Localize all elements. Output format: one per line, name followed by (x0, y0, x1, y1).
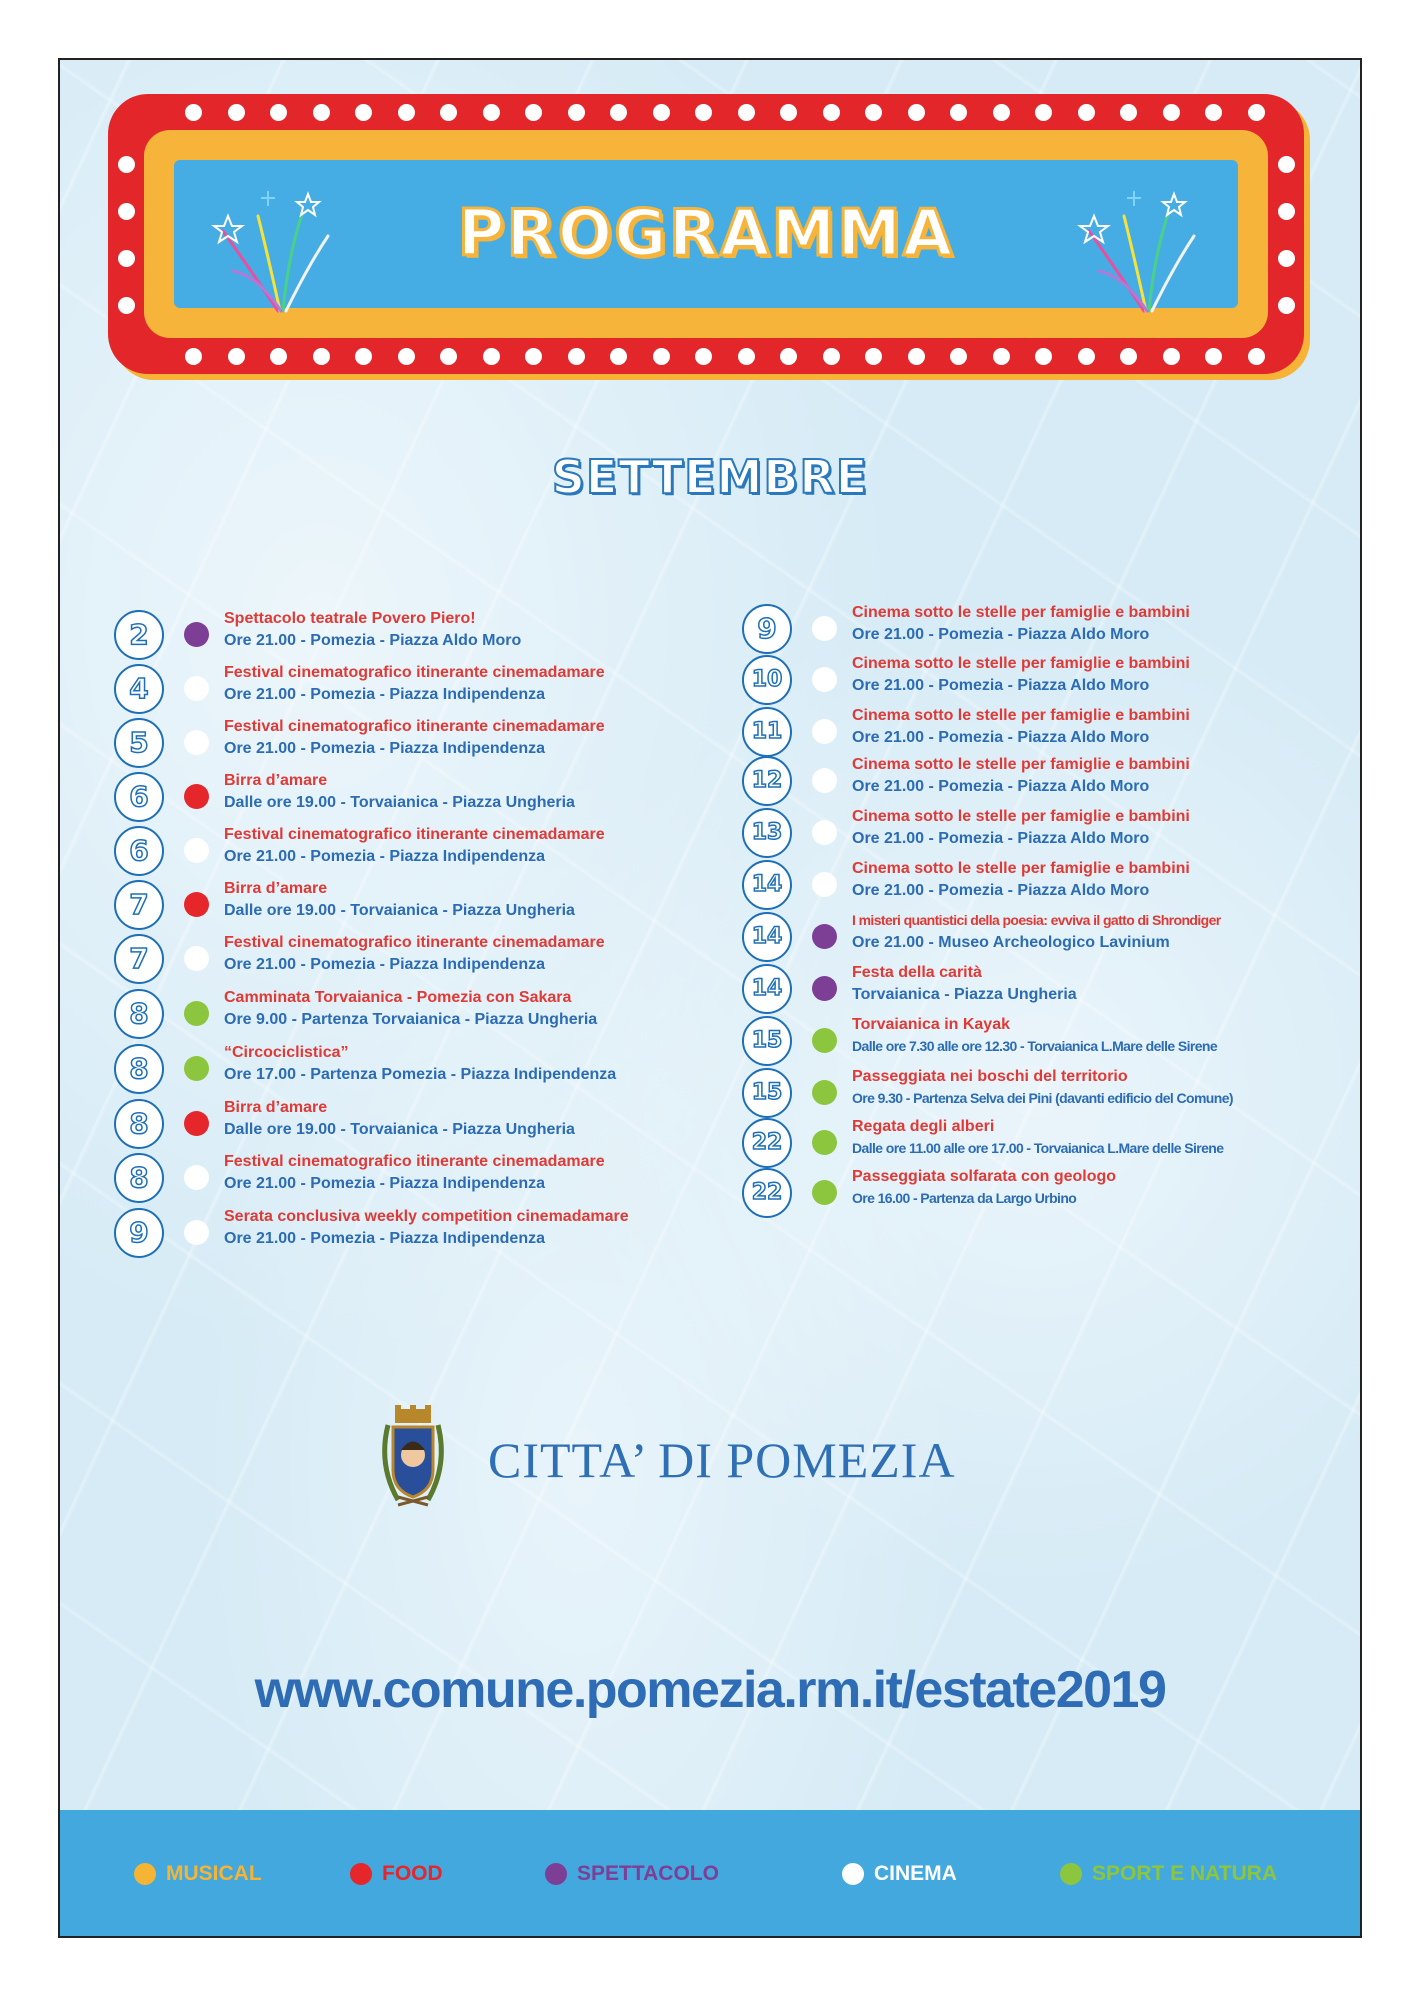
marquee-bulb (908, 348, 925, 365)
marquee-bulb (118, 156, 135, 173)
legend-item-musical (134, 1862, 262, 1886)
day-badge: 5 (114, 718, 164, 768)
day-badge: 9 (742, 604, 792, 654)
poster (58, 58, 1362, 1938)
event-title: Cinema sotto le stelle per famiglie e bambini (852, 707, 1190, 724)
marquee-bulb (1205, 348, 1222, 365)
category-dot (184, 622, 209, 647)
event-detail: Ore 21.00 - Pomezia - Piazza Indipendenza (224, 1230, 545, 1247)
event-detail: Dalle ore 19.00 - Torvaianica - Piazza Ungheria (224, 902, 575, 919)
day-badge: 8 (114, 1099, 164, 1149)
event-detail: Dalle ore 19.00 - Torvaianica - Piazza Ungheria (224, 794, 575, 811)
category-dot (812, 616, 837, 641)
event-detail: Ore 16.00 - Partenza da Largo Urbino (852, 1190, 1077, 1206)
event-detail: Ore 21.00 - Pomezia - Piazza Aldo Moro (852, 778, 1150, 795)
category-dot (812, 1080, 837, 1105)
event-title: Cinema sotto le stelle per famiglie e bambini (852, 860, 1190, 877)
marquee-bulb (1278, 203, 1295, 220)
marquee-bulb (185, 104, 202, 121)
marquee-bulb (1278, 250, 1295, 267)
legend-label: SPETTACOLO (577, 1862, 719, 1885)
legend-label: CINEMA (874, 1862, 957, 1885)
marquee-bulb (653, 104, 670, 121)
marquee-bulb (483, 104, 500, 121)
day-badge: 10 (742, 655, 792, 705)
event-title: Passeggiata solfarata con geologo (852, 1168, 1117, 1185)
marquee-bulb (993, 104, 1010, 121)
category-dot (184, 1165, 209, 1190)
day-badge: 2 (114, 610, 164, 660)
marquee-bulb (1163, 104, 1180, 121)
category-dot (812, 1028, 837, 1053)
marquee-bulb (118, 250, 135, 267)
marquee-bulb (185, 348, 202, 365)
event-title: Serata conclusiva weekly competition cinemadamare (224, 1208, 629, 1225)
category-dot (184, 676, 209, 701)
marquee-bulb (568, 348, 585, 365)
marquee-bulb (1120, 348, 1137, 365)
legend-label: SPORT E NATURA (1092, 1862, 1278, 1885)
category-dot (812, 1180, 837, 1205)
marquee-bulb (1278, 297, 1295, 314)
event-title: Festival cinematografico itinerante cinemadamare (224, 826, 605, 843)
marquee-bulb (1248, 104, 1265, 121)
legend-dot (1060, 1863, 1082, 1885)
event-title: Cinema sotto le stelle per famiglie e bambini (852, 604, 1190, 621)
category-dot (812, 924, 837, 949)
day-badge: 11 (742, 707, 792, 757)
marquee-bulb (440, 104, 457, 121)
marquee-bulb (950, 348, 967, 365)
marquee-bulb (398, 348, 415, 365)
category-dot (184, 784, 209, 809)
event-detail: Ore 21.00 - Pomezia - Piazza Aldo Moro (852, 830, 1150, 847)
city-logo (368, 1405, 956, 1515)
day-badge: 12 (742, 756, 792, 806)
legend-label: FOOD (382, 1862, 443, 1885)
day-badge: 15 (742, 1016, 792, 1066)
day-badge: 6 (114, 772, 164, 822)
marquee-bulb (610, 348, 627, 365)
marquee-bulb (1078, 348, 1095, 365)
event-detail: Ore 21.00 - Pomezia - Piazza Aldo Moro (852, 729, 1150, 746)
event-detail: Ore 21.00 - Pomezia - Piazza Indipendenza (224, 848, 545, 865)
event-title: Torvaianica in Kayak (852, 1016, 1010, 1033)
day-badge: 8 (114, 1044, 164, 1094)
legend-dot (842, 1863, 864, 1885)
marquee-bulb (1163, 348, 1180, 365)
legend-label: MUSICAL (166, 1862, 262, 1885)
marquee-bulb (993, 348, 1010, 365)
day-badge: 22 (742, 1168, 792, 1218)
category-dot (184, 1001, 209, 1026)
event-detail: Ore 9.30 - Partenza Selva dei Pini (davanti edificio del Comune) (852, 1090, 1233, 1106)
day-badge: 14 (742, 912, 792, 962)
marquee-bulb (780, 104, 797, 121)
category-dot (812, 667, 837, 692)
category-dot (812, 872, 837, 897)
event-detail: Ore 21.00 - Pomezia - Piazza Indipendenza (224, 1175, 545, 1192)
marquee-bulb (313, 104, 330, 121)
marquee-bulb (398, 104, 415, 121)
event-detail: Ore 21.00 - Pomezia - Piazza Aldo Moro (224, 632, 522, 649)
marquee-bulb (823, 104, 840, 121)
event-detail: Ore 21.00 - Pomezia - Piazza Aldo Moro (852, 677, 1150, 694)
marquee-bulb (270, 348, 287, 365)
category-dot (184, 1220, 209, 1245)
event-detail: Ore 9.00 - Partenza Torvaianica - Piazza Ungheria (224, 1011, 598, 1028)
marquee-bulb (118, 297, 135, 314)
marquee-bulb (865, 348, 882, 365)
legend-dot (350, 1863, 372, 1885)
marquee-bulb (1278, 156, 1295, 173)
day-badge: 15 (742, 1068, 792, 1118)
marquee-bulb (270, 104, 287, 121)
fireworks-icon (1074, 186, 1204, 316)
header-marquee (108, 94, 1304, 374)
category-dot (812, 976, 837, 1001)
event-title: Birra d’amare (224, 772, 328, 789)
marquee-bulb (568, 104, 585, 121)
event-title: Festival cinematografico itinerante cinemadamare (224, 718, 605, 735)
month-heading: SETTEMBRE (551, 450, 869, 504)
marquee-bulb (950, 104, 967, 121)
event-title: Cinema sotto le stelle per famiglie e bambini (852, 655, 1190, 672)
marquee-bulb (355, 104, 372, 121)
fireworks-icon (208, 186, 338, 316)
legend-item-spettacolo (545, 1862, 719, 1886)
marquee-bulb (865, 104, 882, 121)
marquee-bulb (1205, 104, 1222, 121)
event-detail: Ore 21.00 - Pomezia - Piazza Indipendenza (224, 686, 545, 703)
event-title: I misteri quantistici della poesia: evviva il gatto di Shrondiger (852, 912, 1221, 928)
event-detail: Dalle ore 7.30 alle ore 12.30 - Torvaianica L.Mare delle Sirene (852, 1038, 1218, 1054)
day-badge: 22 (742, 1118, 792, 1168)
day-badge: 14 (742, 964, 792, 1014)
event-detail: Ore 17.00 - Partenza Pomezia - Piazza Indipendenza (224, 1066, 617, 1083)
event-title: Festa della carità (852, 964, 982, 981)
marquee-bulb (610, 104, 627, 121)
marquee-bulb (228, 348, 245, 365)
event-title: Camminata Torvaianica - Pomezia con Sakara (224, 989, 572, 1006)
marquee-bulb (823, 348, 840, 365)
page-title: PROGRAMMA (457, 197, 955, 271)
website-link[interactable]: www.comune.pomezia.rm.it/estate2019 (254, 1661, 1166, 1719)
legend-dot (134, 1863, 156, 1885)
marquee-bulb (653, 348, 670, 365)
marquee-bulb (1078, 104, 1095, 121)
marquee-bulb (908, 104, 925, 121)
marquee-bulb (695, 348, 712, 365)
marquee-bulb (1248, 348, 1265, 365)
category-dot (184, 838, 209, 863)
event-title: Cinema sotto le stelle per famiglie e bambini (852, 808, 1190, 825)
marquee-bulb (118, 203, 135, 220)
category-dot (812, 1130, 837, 1155)
category-dot (184, 730, 209, 755)
coat-of-arms-icon (368, 1405, 458, 1515)
marquee-bulb (483, 348, 500, 365)
event-detail: Ore 21.00 - Pomezia - Piazza Indipendenza (224, 956, 545, 973)
day-badge: 8 (114, 1153, 164, 1203)
marquee-bulb (313, 348, 330, 365)
marquee-bulb (780, 348, 797, 365)
marquee-bulb (738, 348, 755, 365)
event-title: Birra d’amare (224, 880, 328, 897)
event-title: Festival cinematografico itinerante cinemadamare (224, 664, 605, 681)
event-title: Cinema sotto le stelle per famiglie e bambini (852, 756, 1190, 773)
city-name: CITTA’ DI POMEZIA (488, 1432, 956, 1488)
category-dot (184, 1056, 209, 1081)
marquee-bulb (440, 348, 457, 365)
marquee-bulb (525, 104, 542, 121)
category-dot (184, 892, 209, 917)
legend-item-cinema (842, 1862, 957, 1886)
day-badge: 9 (114, 1208, 164, 1258)
event-title: Birra d’amare (224, 1099, 328, 1116)
day-badge: 14 (742, 860, 792, 910)
marquee-bulb (1120, 104, 1137, 121)
legend-bar (60, 1810, 1360, 1936)
day-badge: 6 (114, 826, 164, 876)
marquee-bulb (1035, 104, 1052, 121)
legend-dot (545, 1863, 567, 1885)
event-title: Festival cinematografico itinerante cinemadamare (224, 1153, 605, 1170)
event-detail: Ore 21.00 - Museo Archeologico Lavinium (852, 934, 1170, 951)
marquee-bulb (228, 104, 245, 121)
event-detail: Ore 21.00 - Pomezia - Piazza Aldo Moro (852, 626, 1150, 643)
marquee-bulb (525, 348, 542, 365)
day-badge: 7 (114, 934, 164, 984)
category-dot (812, 820, 837, 845)
event-detail: Dalle ore 11.00 alle ore 17.00 - Torvaianica L.Mare delle Sirene (852, 1140, 1224, 1156)
marquee-bulb (695, 104, 712, 121)
marquee-bulb (738, 104, 755, 121)
event-title: Regata degli alberi (852, 1118, 995, 1135)
category-dot (812, 768, 837, 793)
event-detail: Ore 21.00 - Pomezia - Piazza Indipendenza (224, 740, 545, 757)
legend-item-sport (1060, 1862, 1277, 1886)
event-title: Spettacolo teatrale Povero Piero! (224, 610, 476, 627)
legend-item-food (350, 1862, 443, 1886)
category-dot (184, 1111, 209, 1136)
marquee-bulb (1035, 348, 1052, 365)
day-badge: 7 (114, 880, 164, 930)
day-badge: 13 (742, 808, 792, 858)
event-title: Passeggiata nei boschi del territorio (852, 1068, 1128, 1085)
category-dot (812, 719, 837, 744)
event-detail: Dalle ore 19.00 - Torvaianica - Piazza Ungheria (224, 1121, 575, 1138)
event-detail: Ore 21.00 - Pomezia - Piazza Aldo Moro (852, 882, 1150, 899)
day-badge: 4 (114, 664, 164, 714)
marquee-bulb (355, 348, 372, 365)
event-detail: Torvaianica - Piazza Ungheria (852, 986, 1077, 1003)
event-title: “Circociclistica” (224, 1044, 349, 1061)
day-badge: 8 (114, 989, 164, 1039)
event-title: Festival cinematografico itinerante cinemadamare (224, 934, 605, 951)
category-dot (184, 946, 209, 971)
